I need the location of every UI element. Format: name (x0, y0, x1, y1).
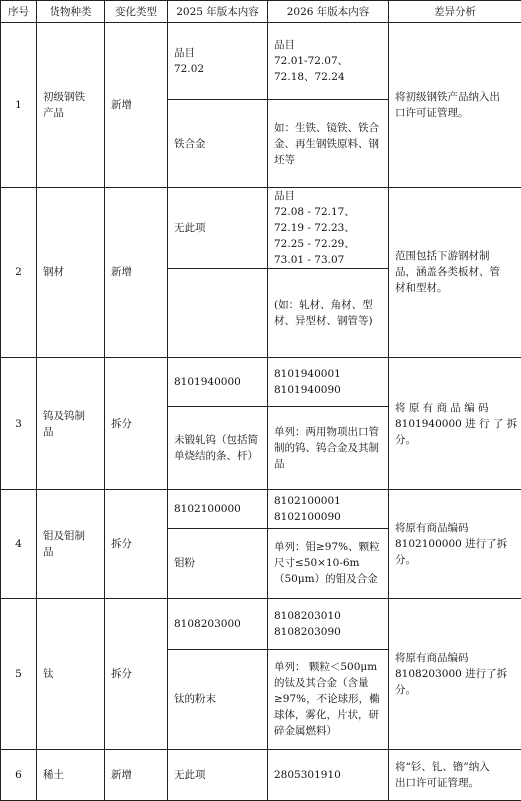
v2025-cell (168, 490, 268, 528)
text-line: 口许可证管理。 (395, 106, 469, 119)
text-line: 8108203000 进行了拆 (395, 667, 508, 680)
text-line: 的钛及其合金（含量 (274, 677, 369, 690)
v2025-cell (168, 650, 268, 750)
v2025-cell (168, 100, 268, 187)
header-seq: 序号 (1, 1, 37, 23)
seq-cell: 4 (1, 490, 37, 599)
text-line: 8102100090 (274, 510, 341, 523)
v2026-cell (268, 749, 389, 800)
category-cell (37, 749, 105, 800)
table-row (1, 598, 521, 649)
text-line: 钛 (43, 667, 54, 680)
category-cell (37, 187, 105, 357)
text-line: 将 原 有 商 品 编 码 (395, 401, 489, 414)
text-line: 稀土 (43, 768, 64, 781)
v2026-cell (268, 528, 389, 598)
text-line: 铁合金 (174, 137, 206, 150)
text-line: 8102100000 (174, 502, 241, 515)
text-line: 8101940000 进 行 了 拆 (395, 417, 518, 430)
text-line: 72.18、72.24 (274, 71, 345, 84)
v2025-cell (168, 187, 268, 268)
text-line: 制的钨、钨合金及其制 (274, 442, 379, 455)
header-row (1, 1, 521, 23)
text-line: 单列： 颗粒＜500μm (274, 661, 378, 674)
text-line: (如：轧材、角材、型 (274, 298, 373, 311)
text-line: 8101940090 (274, 383, 341, 396)
change-type-cell: 新增 (105, 749, 168, 800)
category-cell (37, 357, 105, 490)
v2026-cell (268, 187, 389, 268)
text-line: 单列：两用物项出口管 (274, 426, 379, 439)
seq-cell: 2 (1, 187, 37, 357)
text-line: 72.25 - 72.29、 (274, 238, 355, 251)
text-line: 72.08 - 72.17、 (274, 206, 355, 219)
v2025-cell (168, 269, 268, 357)
table-row (1, 23, 521, 100)
text-line: 8108203000 (174, 618, 241, 631)
seq-cell: 1 (1, 23, 37, 188)
text-line: 分。 (395, 554, 416, 567)
seq-cell: 5 (1, 598, 37, 749)
text-line: 将“钐、钆、镥”纳入 (395, 760, 490, 773)
text-line: 材、异型材、钢管等) (274, 314, 373, 327)
v2026-cell (268, 598, 389, 649)
difference-analysis-cell (389, 598, 521, 749)
table-body (1, 23, 521, 801)
text-line: 出口许可证管理。 (395, 776, 479, 789)
difference-analysis-cell (389, 749, 521, 800)
header-category: 货物种类 (37, 1, 105, 23)
category-cell (37, 598, 105, 749)
text-line: 8101940000 (174, 375, 241, 388)
difference-analysis-cell (389, 23, 521, 188)
text-line: 如：生铁、镜铁、铁合 (274, 121, 379, 134)
text-line: 品，涵盖各类板材、管 (395, 266, 500, 279)
difference-analysis-cell (389, 490, 521, 599)
text-line: 无此项 (174, 768, 206, 781)
text-line: 72.01-72.07、 (274, 55, 349, 68)
text-line: 分。 (395, 683, 416, 696)
text-line: 品 (43, 425, 54, 438)
text-line: 8102100000 进行了拆 (395, 538, 508, 551)
text-line: 分。 (395, 433, 416, 446)
text-line: 73.01 - 73.07 (274, 254, 345, 267)
text-line: 72.19 - 72.23、 (274, 222, 355, 235)
text-line: 坯等 (274, 153, 295, 166)
v2025-cell (168, 598, 268, 649)
text-line: 8108203090 (274, 626, 341, 639)
v2025-cell (168, 528, 268, 598)
text-line: 将原有商品编码 (395, 522, 469, 535)
header-2025-version: 2025 年版本内容 (168, 1, 268, 23)
v2026-cell (268, 269, 389, 357)
text-line: 8108203010 (274, 610, 341, 623)
text-line: 将初级钢铁产品纳入出 (395, 90, 500, 103)
text-line: （50μm）的钼及合金 (274, 573, 378, 586)
text-line: 未锻轧钨（包括简 (174, 434, 258, 447)
text-line: 钼粉 (174, 557, 195, 570)
text-line: 球体，雾化，片状，研 (274, 709, 379, 722)
table-row (1, 749, 521, 800)
text-line: ≥97%，不论球形，椭 (274, 693, 380, 706)
table-row (1, 357, 521, 406)
text-line: 钼及钼制 (43, 530, 85, 543)
seq-cell: 3 (1, 357, 37, 490)
text-line: 钨及钨制 (43, 409, 85, 422)
text-line: 碎金属燃料） (274, 725, 337, 738)
text-line: 品目 (274, 190, 295, 203)
v2025-cell (168, 406, 268, 489)
v2026-cell (268, 650, 389, 750)
text-line: 8101940001 (274, 367, 341, 380)
table-row (1, 490, 521, 528)
v2025-cell (168, 749, 268, 800)
text-line: 初级钢铁 (43, 90, 85, 103)
header-change-type: 变化类型 (105, 1, 168, 23)
text-line: 品 (43, 546, 54, 559)
text-line: 品目 (174, 47, 195, 60)
change-type-cell: 拆分 (105, 357, 168, 490)
text-line: 钛的粉末 (174, 693, 216, 706)
difference-analysis-cell (389, 357, 521, 490)
text-line: 2805301910 (274, 768, 341, 781)
change-type-cell: 拆分 (105, 490, 168, 599)
header-difference-analysis: 差异分析 (389, 1, 521, 23)
text-line: 品 (274, 458, 285, 471)
text-line: 钢材 (43, 266, 64, 279)
v2025-cell (168, 23, 268, 100)
text-line: 无此项 (174, 222, 206, 235)
v2026-cell (268, 100, 389, 187)
text-line: 材和型材。 (395, 282, 448, 295)
v2026-cell (268, 357, 389, 406)
text-line: 产品 (43, 106, 64, 119)
v2026-cell (268, 23, 389, 100)
v2025-cell (168, 357, 268, 406)
text-line: 单列：钼≥97%、颗粒 (274, 541, 380, 554)
text-line: 尺寸≤50×10-6m (274, 557, 360, 570)
change-type-cell: 新增 (105, 187, 168, 357)
text-line: 品目 (274, 39, 295, 52)
v2026-cell (268, 406, 389, 489)
change-type-cell: 拆分 (105, 598, 168, 749)
header-2026-version: 2026 年版本内容 (268, 1, 389, 23)
difference-analysis-cell (389, 187, 521, 357)
v2026-cell (268, 490, 389, 528)
text-line: 72.02 (174, 63, 205, 76)
text-line: 将原有商品编码 (395, 651, 469, 664)
table-row (1, 187, 521, 268)
change-type-cell: 新增 (105, 23, 168, 188)
seq-cell: 6 (1, 749, 37, 800)
text-line: 8102100001 (274, 494, 341, 507)
text-line: 金、再生钢铁原料、钢 (274, 137, 379, 150)
category-cell (37, 490, 105, 599)
text-line: 范围包括下游钢材制 (395, 250, 490, 263)
text-line: 单烧结的条、杆） (174, 450, 258, 463)
category-cell (37, 23, 105, 188)
